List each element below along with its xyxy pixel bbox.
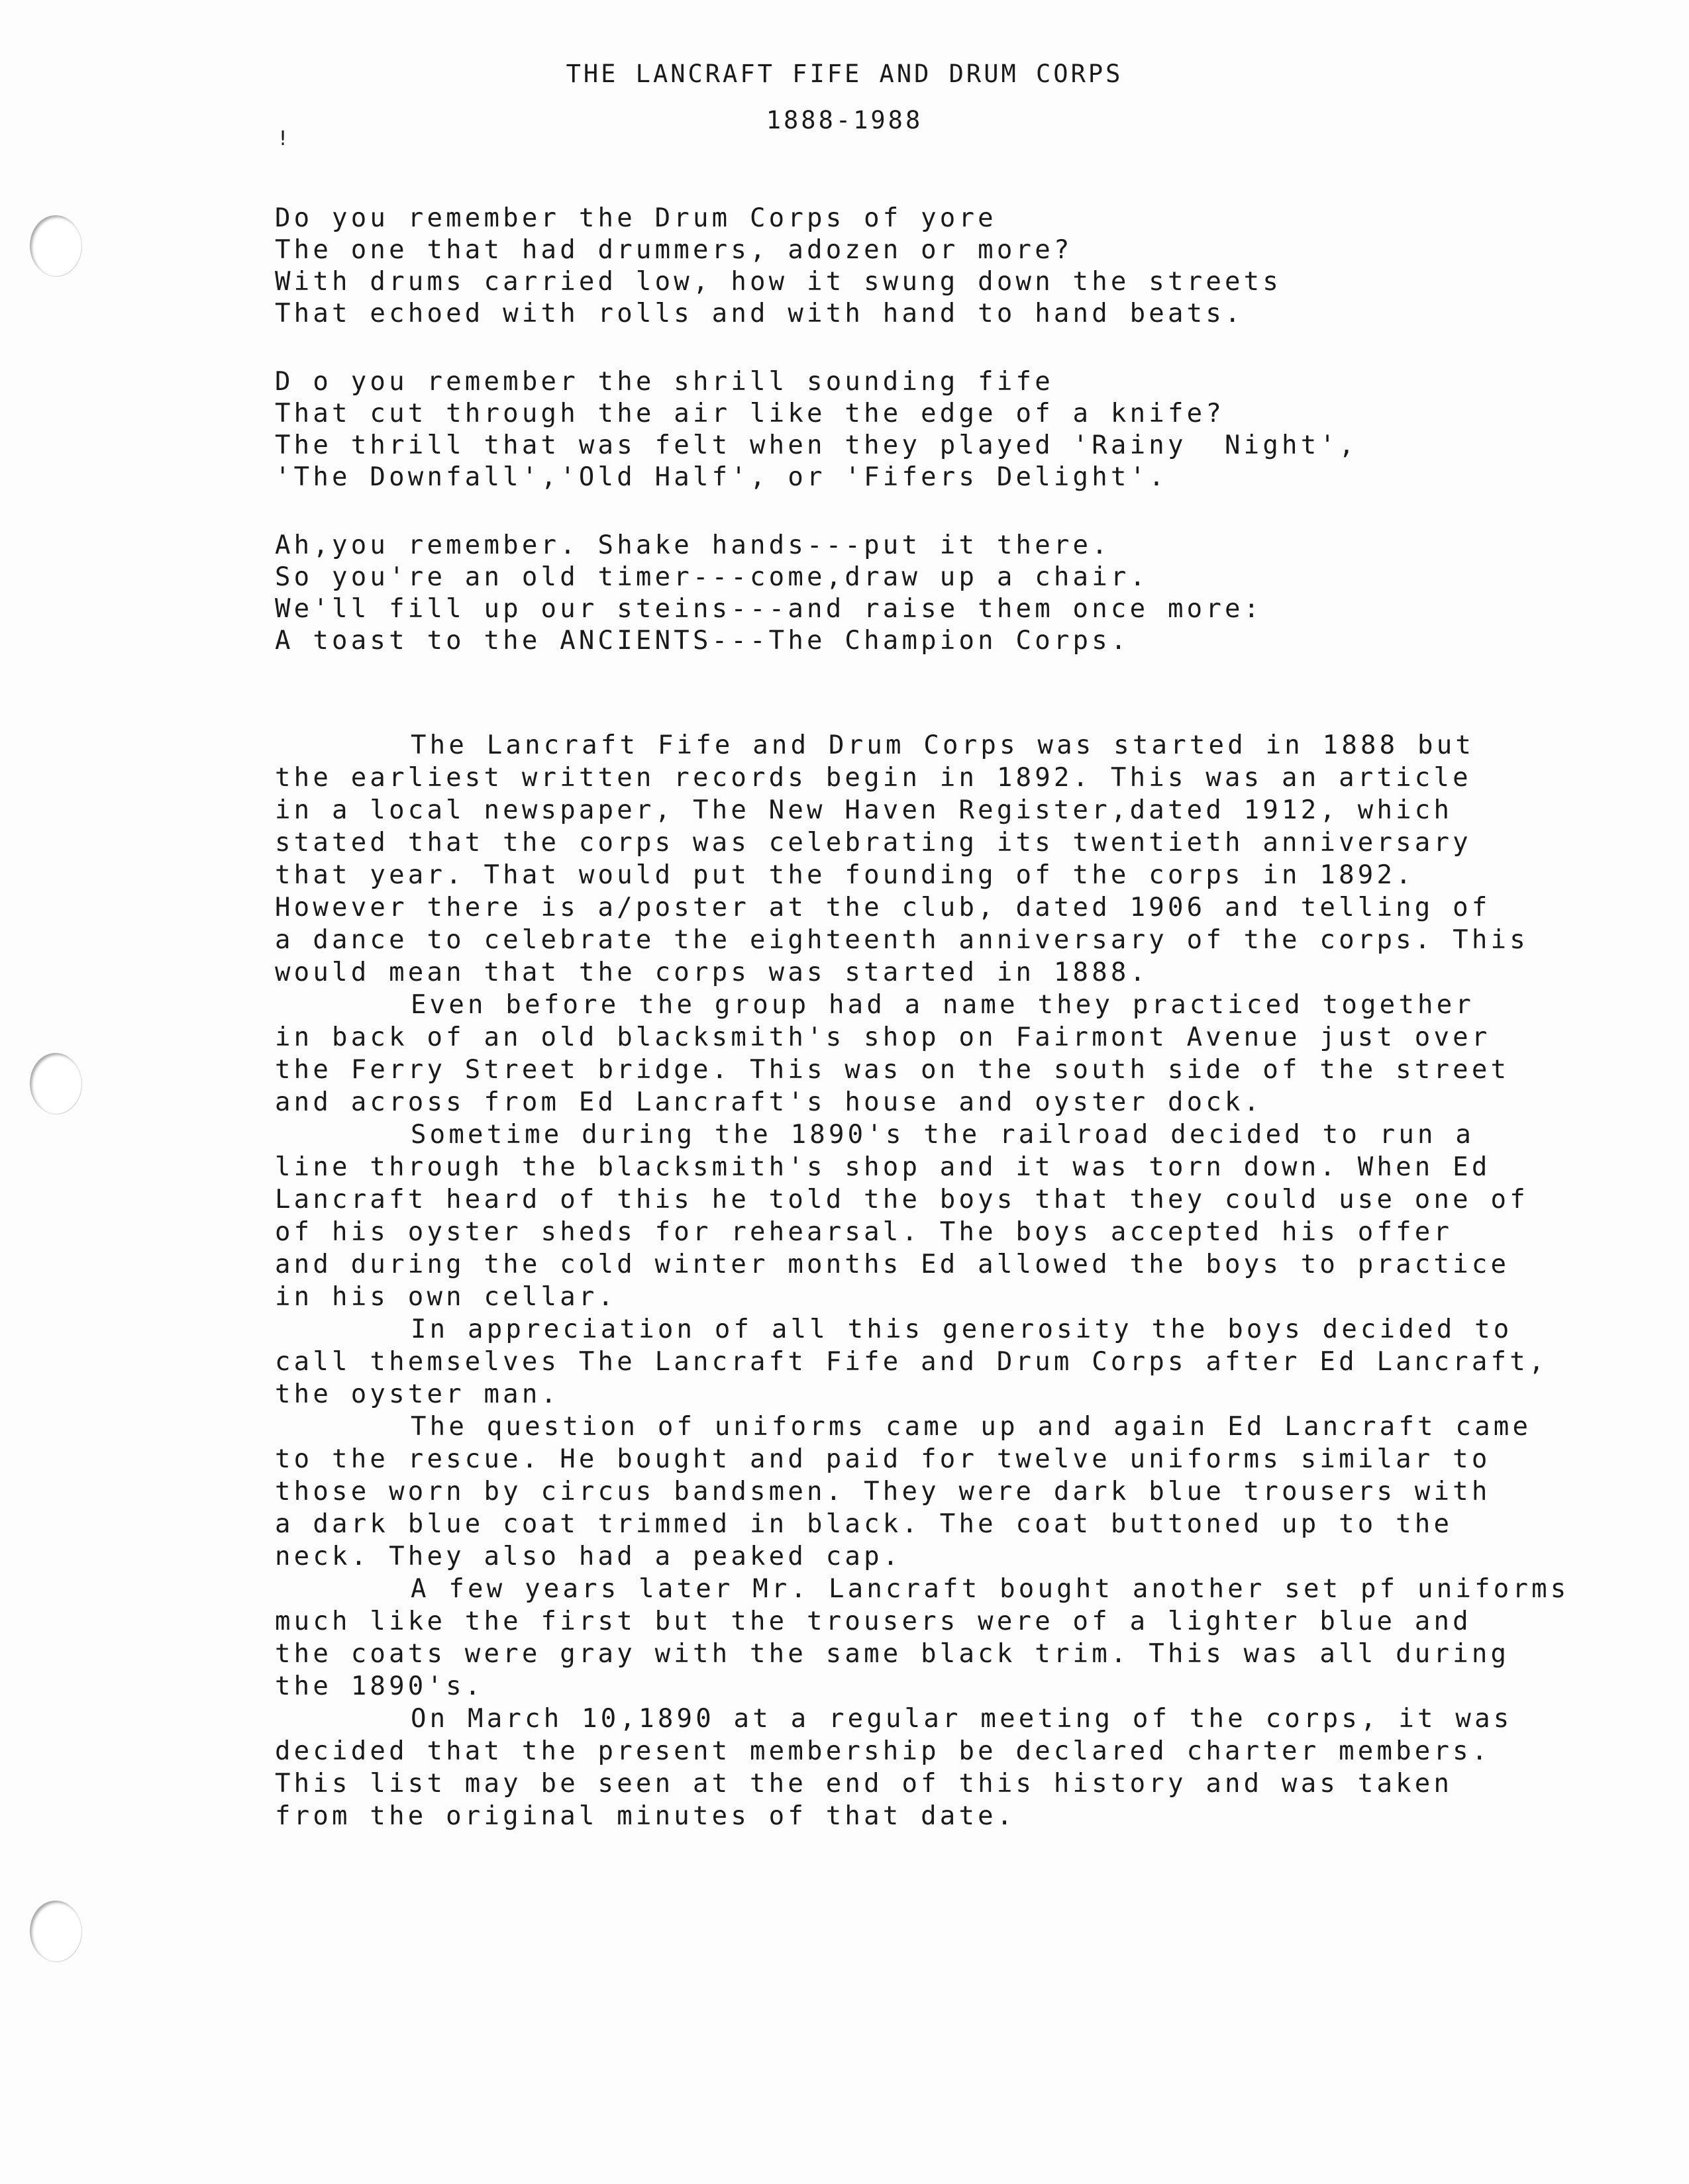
body-line: would mean that the corps was started in 1888. (275, 958, 1149, 987)
poem-line: So you're an old timer---come,draw up a chair. (275, 562, 1149, 592)
poem-line: The one that had drummers, adozen or more? (275, 235, 1073, 265)
poem-line: The thrill that was felt when they played 'Rainy Night', (275, 430, 1358, 460)
body-line: In appreciation of all this generosity the boys decided to (411, 1315, 1513, 1344)
body-line: in a local newspaper, The New Haven Register,dated 1912, which (275, 795, 1453, 825)
body-line: of his oyster sheds for rehearsal. The boys accepted his offer (275, 1217, 1453, 1247)
body-line: decided that the present membership be declared charter members. (275, 1736, 1491, 1766)
poem-line: D o you remember the shrill sounding fife (275, 367, 1054, 397)
punch-hole (30, 215, 81, 276)
body-line: and during the cold winter months Ed allowed the boys to practice (275, 1250, 1510, 1279)
poem-line: Ah,you remember. Shake hands---put it there. (275, 530, 1111, 560)
body-line: Even before the group had a name they practiced together (411, 990, 1475, 1020)
body-line: the Ferry Street bridge. This was on the south side of the street (275, 1055, 1510, 1085)
poem-line: Do you remember the Drum Corps of yore (275, 203, 997, 233)
body-line: This list may be seen at the end of this history and was taken (275, 1769, 1453, 1799)
body-line: that year. That would put the founding of the corps in 1892. (275, 860, 1415, 890)
poem-line: That cut through the air like the edge of a knife? (275, 399, 1225, 428)
body-line: the earliest written records begin in 1892. This was an article (275, 763, 1472, 793)
document-title: THE LANCRAFT FIFE AND DRUM CORPS (566, 60, 1123, 88)
document-years: 1888-1988 (766, 106, 923, 134)
body-line: A few years later Mr. Lancraft bought another set pf uniforms (411, 1574, 1570, 1604)
body-line: in his own cellar. (275, 1282, 617, 1312)
punch-hole (30, 1901, 81, 1961)
body-line: a dance to celebrate the eighteenth anniversary of the corps. This (275, 925, 1529, 955)
body-line: On March 10,1890 at a regular meeting of the corps, it was (411, 1704, 1513, 1734)
body-line: call themselves The Lancraft Fife and Drum Corps after Ed Lancraft, (275, 1347, 1548, 1377)
body-line: the coats were gray with the same black trim. This was all during (275, 1639, 1510, 1669)
body-line: stated that the corps was celebrating its twentieth anniversary (275, 828, 1472, 858)
body-line: and across from Ed Lancraft's house and oyster dock. (275, 1087, 1263, 1117)
poem-line: A toast to the ANCIENTS---The Champion Corps. (275, 626, 1130, 656)
poem-line: With drums carried low, how it swung down the streets (275, 267, 1282, 297)
body-line: neck. They also had a peaked cap. (275, 1542, 902, 1571)
body-line: the 1890's. (275, 1671, 484, 1701)
body-line: from the original minutes of that date. (275, 1801, 1016, 1831)
poem-line: 'The Downfall','Old Half', or 'Fifers Delight'. (275, 462, 1168, 492)
body-line: Sometime during the 1890's the railroad decided to run a (411, 1120, 1475, 1150)
body-line: to the rescue. He bought and paid for twelve uniforms similar to (275, 1444, 1491, 1474)
stray-mark: ! (277, 127, 289, 150)
body-line: The Lancraft Fife and Drum Corps was started in 1888 but (411, 730, 1475, 760)
body-line: the oyster man. (275, 1379, 560, 1409)
body-line: Lancraft heard of this he told the boys that they could use one of (275, 1185, 1529, 1215)
body-line: The question of uniforms came up and again Ed Lancraft came (411, 1412, 1532, 1442)
body-line: much like the first but the trousers were of a lighter blue and (275, 1607, 1472, 1636)
poem-line: That echoed with rolls and with hand to hand beats. (275, 299, 1244, 328)
body-line: those worn by circus bandsmen. They were dark blue trousers with (275, 1477, 1491, 1507)
body-line: line through the blacksmith's shop and it was torn down. When Ed (275, 1152, 1491, 1182)
punch-hole (30, 1053, 81, 1114)
body-line: However there is a/poster at the club, dated 1906 and telling of (275, 893, 1491, 922)
body-line: a dark blue coat trimmed in black. The coat buttoned up to the (275, 1509, 1453, 1539)
body-line: in back of an old blacksmith's shop on Fairmont Avenue just over (275, 1022, 1491, 1052)
poem-line: We'll fill up our steins---and raise them once more: (275, 594, 1263, 624)
